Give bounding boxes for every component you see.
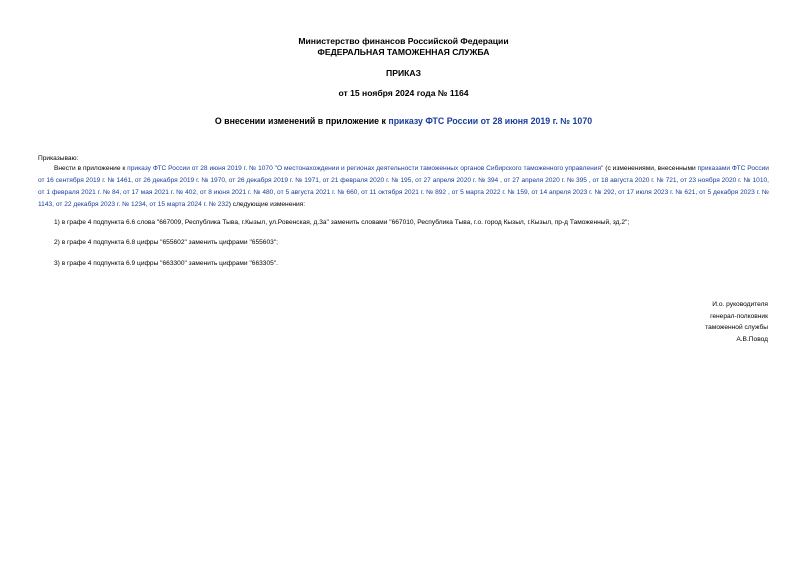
p1-text-3: ) следующие изменения: [228,201,306,208]
document-type: ПРИКАЗ [386,68,421,78]
list-item: 2) в графе 4 подпункта 6.8 цифры "655602" заменить цифрами "655603"; [54,239,278,246]
list-item: 1) в графе 4 подпункта 6.6 слова "667009, Республика Тыва, г.Кызыл, ул.Ровенская, д.3а" заменить словами "667010, Республика Тыва, г.о. город Кызыл, г.Кызыл, пр-д Таможенный, зд.2"; [54,219,630,226]
p1-text-2: (с изменениями, внесенными [603,165,698,172]
p1-text-1: Внести в приложение к [54,165,128,172]
signature-service: таможенной службы [705,324,768,331]
document-title-prefix: О внесении изменений в приложение к [214,116,389,126]
title-link-order-1070[interactable]: приказу ФТС России от 28 июня 2019 г. № 1070 [388,116,593,126]
document-date: от 15 ноября 2024 года № 1164 [338,88,469,98]
paragraph-1-text [38,163,769,211]
service-name: ФЕДЕРАЛЬНАЯ ТАМОЖЕННАЯ СЛУЖБА [317,47,490,57]
link-amending-orders[interactable]: приказами ФТС России от 16 сентября 2019 г. № 1461, от 26 декабря 2019 г. № 1970, от 26 декабря 2019 г. № 1971, от 21 февраля 2020 г. № 195, от 27 апреля 2020 г. № 394 , от 27 апреля 2020 г. № 395 , от 18 августа 2020 г. № 721, от 23 ноября 2020 г. № 1010, от 1 февраля 2021 г. № 84, от 17 мая 2021 г. № 402, от 8 июня 2021 г. № 480, от 5 августа 2021 г. № 660, от 11 октября 2021 г. № 892 , от 5 марта 2022 г. № 159, от 14 апреля 2023 г. № 292, от 17 июля 2023 г. № 621, от 5 декабря 2023 г. № 1143, от 22 декабря 2023 г. № 1234, от 15 марта 2024 г. № 232 [38,165,769,208]
order-word: Приказываю: [38,155,79,162]
signature-position: И.о. руководителя [712,301,768,308]
signature-name: А.В.Повод [736,335,768,343]
document-title [0,115,807,127]
ministry-name: Министерство финансов Российской Федерации [298,36,509,46]
list-item: 3) в графе 4 подпункта 6.9 цифры "663300" заменить цифрами "663305". [54,260,278,267]
paragraph-1 [38,163,769,211]
signature-rank: генерал-полковник [710,312,768,320]
link-order-1070[interactable]: приказу ФТС России от 28 июня 2019 г. № 1070 "О местонахождении и регионах деятельности таможенных органов Сибирского таможенного управления" [127,165,604,172]
